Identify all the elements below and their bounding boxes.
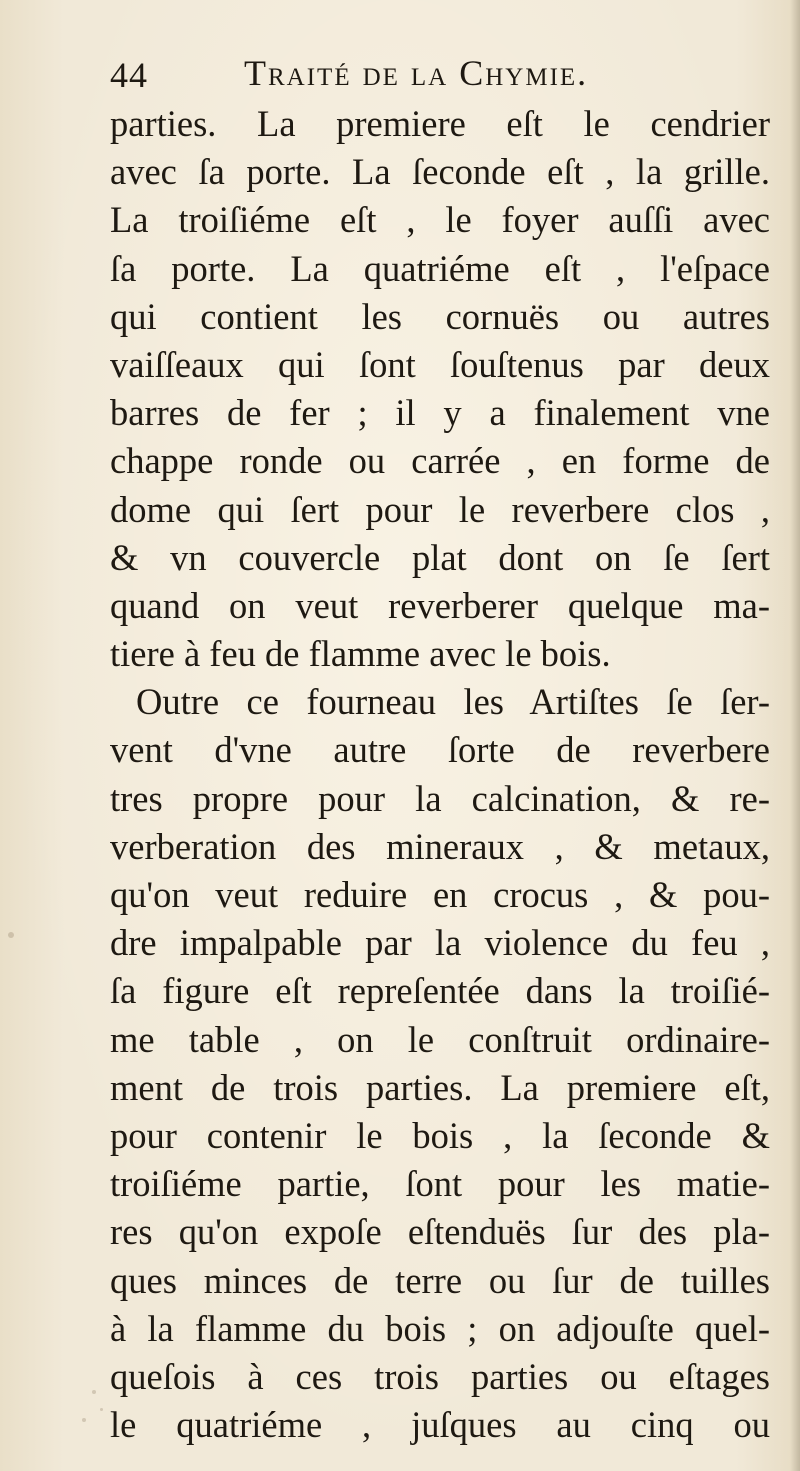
text-line: barres de fer ; il y a finalement vne bbox=[110, 392, 770, 434]
text-line: chappe ronde ou carrée , en forme de bbox=[110, 440, 770, 482]
text-line: res qu'on expoſe eſtenduës ſur des pla- bbox=[110, 1211, 770, 1253]
page-header bbox=[110, 48, 770, 100]
running-title: Traité de la Chymie. bbox=[244, 53, 589, 93]
text-line: tres propre pour la calcination, & re- bbox=[110, 777, 770, 819]
ink-speck bbox=[92, 1390, 96, 1394]
text-line: verberation des mineraux , & metaux, bbox=[110, 825, 770, 867]
text-line: vent d'vne autre ſorte de reverbere bbox=[110, 729, 770, 771]
text-line: queſois à ces trois parties ou eſtages bbox=[110, 1355, 770, 1397]
ink-speck bbox=[8, 932, 14, 938]
paragraph-first-line: Outre ce fourneau les Artiſtes ſe ſer- bbox=[136, 681, 770, 723]
text-line: tiere à feu de flamme avec le bois. bbox=[110, 633, 611, 675]
text-line: pour contenir le bois , la ſeconde & bbox=[110, 1114, 770, 1156]
text-line: quand on veut reverberer quelque ma- bbox=[110, 584, 770, 626]
page-edge-shadow bbox=[790, 0, 800, 1471]
ink-speck bbox=[82, 1418, 86, 1422]
text-line: La troiſiéme eſt , le foyer auſſi avec bbox=[110, 199, 770, 241]
body-text bbox=[110, 100, 770, 1449]
text-line: à la flamme du bois ; on adjouſte quel- bbox=[110, 1307, 770, 1349]
text-line: vaiſſeaux qui ſont ſouſtenus par deux bbox=[110, 343, 770, 385]
page-number: 44 bbox=[110, 55, 148, 95]
text-line: ment de trois parties. La premiere eſt, bbox=[110, 1066, 770, 1108]
text-line: dome qui ſert pour le reverbere clos , bbox=[110, 488, 770, 530]
text-line: avec ſa porte. La ſeconde eſt , la grille. bbox=[110, 151, 770, 193]
text-line: ſa figure eſt repreſentée dans la troiſié- bbox=[110, 970, 770, 1012]
text-line: ques minces de terre ou ſur de tuilles bbox=[110, 1259, 770, 1301]
text-line: qui contient les cornuës ou autres bbox=[110, 295, 770, 337]
text-line: parties. La premiere eſt le cendrier bbox=[110, 103, 770, 144]
text-line: ſa porte. La quatriéme eſt , l'eſpace bbox=[110, 247, 770, 289]
text-line: & vn couvercle plat dont on ſe ſert bbox=[110, 536, 770, 578]
text-line: me table , on le conſtruit ordinaire- bbox=[110, 1018, 770, 1060]
text-line: qu'on veut reduire en crocus , & pou- bbox=[110, 874, 770, 915]
text-line: troiſiéme partie, ſont pour les matie- bbox=[110, 1163, 770, 1205]
text-line: le quatriéme , juſques au cinq ou bbox=[110, 1404, 770, 1446]
ink-speck bbox=[100, 1408, 103, 1411]
text-line: dre impalpable par la violence du feu , bbox=[110, 922, 770, 964]
